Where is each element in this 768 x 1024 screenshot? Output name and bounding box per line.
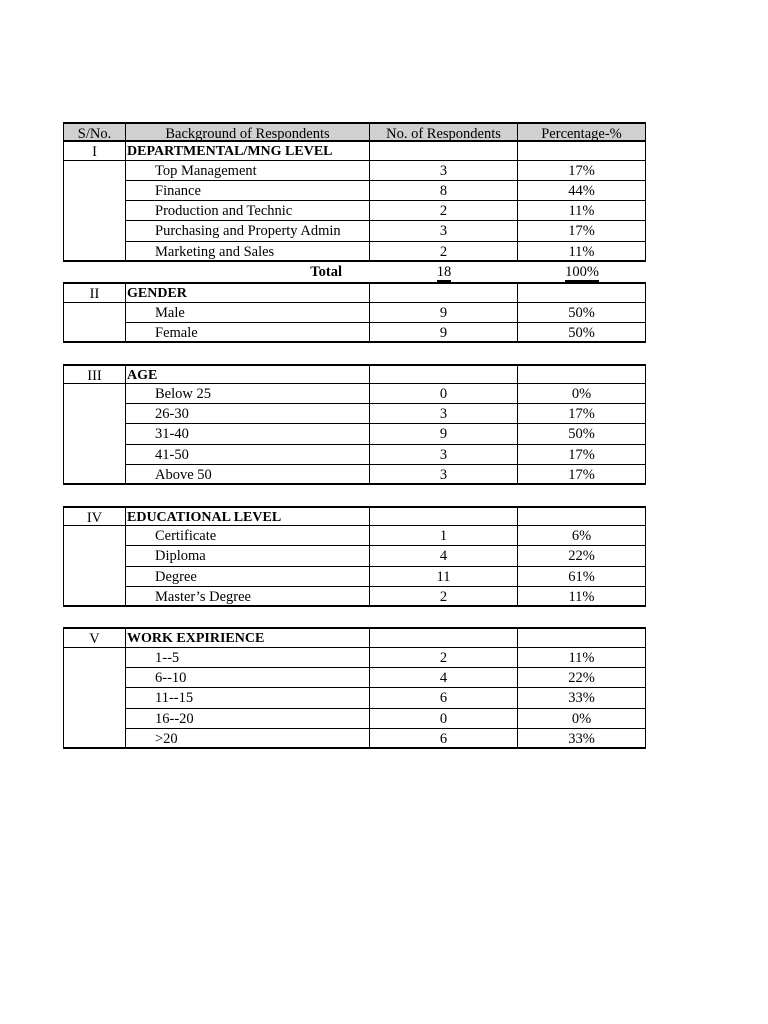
empty-cell [370,506,518,526]
empty-cell [63,567,126,587]
section-row [63,506,646,526]
row-label: 41-50 [126,445,370,465]
row-percentage: 17% [518,221,646,241]
empty-cell [63,526,126,546]
total-label: Total [310,264,342,281]
section-title: GENDER [126,282,370,302]
row-count: 0 [370,709,518,729]
header-sno: S/No. [63,122,126,142]
total-count: 18 [436,264,452,281]
table-row [63,648,646,668]
row-percentage: 17% [518,465,646,485]
row-count: 1 [370,526,518,546]
table-row [63,465,646,485]
section-number: I [63,140,126,160]
empty-cell [370,627,518,647]
section-row [63,364,646,384]
row-percentage: 61% [518,567,646,587]
row-label: Diploma [126,546,370,566]
row-count: 2 [370,648,518,668]
table-row [63,546,646,566]
row-percentage: 50% [518,323,646,343]
row-label: 16--20 [126,709,370,729]
empty-cell [63,668,126,688]
row-count: 3 [370,445,518,465]
table-row [63,424,646,444]
table-row [63,668,646,688]
table-row [63,688,646,708]
section-title: AGE [126,364,370,384]
row-count: 9 [370,424,518,444]
row-label: 31-40 [126,424,370,444]
row-label: Female [126,323,370,343]
row-label: 26-30 [126,404,370,424]
empty-cell [63,323,126,343]
row-label: Marketing and Sales [126,242,370,262]
row-count: 8 [370,181,518,201]
table-row [63,323,646,343]
empty-cell [63,688,126,708]
table-row [63,587,646,607]
row-count: 0 [370,384,518,404]
row-count: 4 [370,668,518,688]
row-label: Top Management [126,161,370,181]
empty-cell [63,424,126,444]
spacer [63,607,646,627]
row-label: Male [126,303,370,323]
empty-cell [63,181,126,201]
row-label: 11--15 [126,688,370,708]
section-number: II [63,282,126,302]
table-row [63,242,646,262]
row-percentage: 6% [518,526,646,546]
row-label: >20 [126,729,370,749]
row-count: 3 [370,404,518,424]
empty-cell [63,303,126,323]
table-row [63,709,646,729]
table-row [63,201,646,221]
row-label: Above 50 [126,465,370,485]
row-percentage: 0% [518,384,646,404]
row-percentage: 17% [518,445,646,465]
empty-cell [63,729,126,749]
row-percentage: 11% [518,242,646,262]
respondents-table [63,122,646,749]
empty-cell [63,709,126,729]
row-label: 6--10 [126,668,370,688]
empty-cell [63,221,126,241]
header-background: Background of Respondents [126,122,370,142]
section-title: DEPARTMENTAL/MNG LEVEL [126,140,370,160]
row-count: 9 [370,303,518,323]
row-label: 1--5 [126,648,370,668]
row-percentage: 22% [518,546,646,566]
table-header [63,122,646,142]
row-label: Production and Technic [126,201,370,221]
row-count: 11 [370,567,518,587]
row-count: 2 [370,587,518,607]
row-count: 2 [370,242,518,262]
empty-cell [63,465,126,485]
row-percentage: 11% [518,587,646,607]
row-percentage: 0% [518,709,646,729]
header-percentage: Percentage-% [518,122,646,142]
row-label: Below 25 [126,384,370,404]
row-percentage: 50% [518,303,646,323]
section-row [63,140,646,160]
row-count: 2 [370,201,518,221]
section-number: V [63,627,126,647]
section-title: EDUCATIONAL LEVEL [126,506,370,526]
spacer [63,343,646,363]
empty-cell [63,242,126,262]
row-percentage: 17% [518,404,646,424]
total-percentage: 100% [565,264,599,281]
empty-cell [63,445,126,465]
row-count: 3 [370,221,518,241]
table-row [63,161,646,181]
row-label: Master’s Degree [126,587,370,607]
row-percentage: 17% [518,161,646,181]
empty-cell [518,364,646,384]
table-row [63,567,646,587]
table-row [63,404,646,424]
table-row [63,303,646,323]
section-row [63,282,646,302]
section-row [63,627,646,647]
row-count: 6 [370,688,518,708]
section-number: III [63,364,126,384]
empty-cell [63,404,126,424]
row-percentage: 33% [518,688,646,708]
row-label: Finance [126,181,370,201]
row-percentage: 44% [518,181,646,201]
row-label: Certificate [126,526,370,546]
empty-cell [63,587,126,607]
section-title: WORK EXPIRIENCE [126,627,370,647]
row-percentage: 50% [518,424,646,444]
row-percentage: 11% [518,201,646,221]
table-row [63,445,646,465]
empty-cell [63,546,126,566]
empty-cell [63,161,126,181]
empty-cell [518,627,646,647]
header-count: No. of Respondents [370,122,518,142]
empty-cell [518,282,646,302]
empty-cell [63,384,126,404]
spacer [63,485,646,505]
empty-cell [63,201,126,221]
row-label: Degree [126,567,370,587]
empty-cell [370,140,518,160]
row-count: 3 [370,161,518,181]
table-row [63,384,646,404]
row-percentage: 22% [518,668,646,688]
empty-cell [518,140,646,160]
table-row [63,221,646,241]
row-count: 4 [370,546,518,566]
row-percentage: 11% [518,648,646,668]
table-row [63,526,646,546]
table-row [63,729,646,749]
row-label: Purchasing and Property Admin [126,221,370,241]
row-percentage: 33% [518,729,646,749]
section-number: IV [63,506,126,526]
empty-cell [518,506,646,526]
empty-cell [370,364,518,384]
empty-cell [63,648,126,668]
empty-cell [370,282,518,302]
row-count: 3 [370,465,518,485]
table-row [63,181,646,201]
total-row [63,262,646,282]
row-count: 9 [370,323,518,343]
row-count: 6 [370,729,518,749]
